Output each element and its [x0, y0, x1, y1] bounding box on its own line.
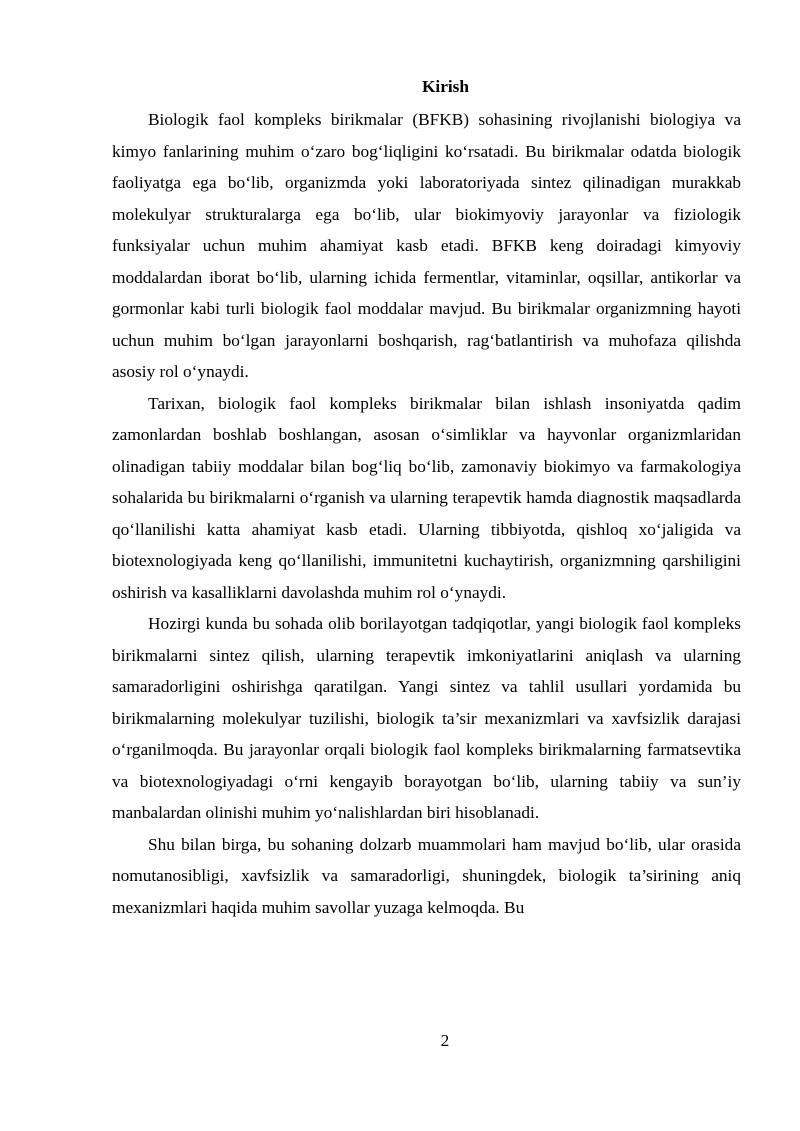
paragraph-2: Tarixan, biologik faol kompleks birikmalar bilan ishlash insoniyatda qadim zamonlardan boshlab boshlangan, asosan o‘simliklar va hayvonlar organizmlaridan olinadigan tabiiy moddalar bilan bog‘liq bo‘lib, zamonaviy biokimyo va farmakologiya sohalarida bu birikmalarni o‘rganish va ularning terapevtik hamda diagnostik maqsadlarda qo‘llanilishi katta ahamiyat kasb etadi. Ularning tibbiyotda, qishloq xo‘jaligida va biotexnologiyada keng qo‘llanilishi, immunitetni kuchaytirish, organizmning qarshiligini oshirish va kasalliklarni davolashda muhim rol o‘ynaydi. — [112, 393, 741, 602]
page-number: 2 — [440, 1031, 450, 1050]
paragraph-4: Shu bilan birga, bu sohaning dolzarb muammolari ham mavjud bo‘lib, ular orasida nomutanosibligi, xavfsizlik va samaradorligi, shuningdek, biologik ta’sirining aniq mexanizmlari haqida muhim savollar yuzaga kelmoqda. Bu — [112, 834, 741, 917]
paragraph-3: Hozirgi kunda bu sohada olib borilayotgan tadqiqotlar, yangi biologik faol kompleks birikmalarni sintez qilish, ularning terapevtik imkoniyatlarini aniqlash va ularning samaradorligini oshirishga qaratilgan. Yangi sintez va tahlil usullari yordamida bu birikmalarning molekulyar tuzilishi, biologik ta’sir mexanizmlari va xavfsizlik darajasi o‘rganilmoqda. Bu jarayonlar orqali biologik faol kompleks birikmalarning farmatsevtika va biotexnologiyadagi o‘rni kengayib borayotgan bo‘lib, ularning tabiiy va sun’iy manbalardan olinishi muhim yo‘nalishlardan biri hisoblanadi. — [112, 614, 741, 822]
page-content — [112, 76, 741, 923]
paragraph-1: Biologik faol kompleks birikmalar (BFKB) sohasining rivojlanishi biologiya va kimyo fanlarining muhim o‘zaro bog‘liqligini ko‘rsatadi. Bu birikmalar odatda biologik faoliyatga ega bo‘lib, organizmda yoki laboratoriyada sintez qilinadigan murakkab molekulyar strukturalarga ega bo‘lib, ular biokimyoviy jarayonlar va fiziologik funksiyalar uchun muhim ahamiyat kasb etadi. BFKB keng doiradagi kimyoviy moddalardan iborat bo‘lib, ularning ichida fermentlar, vitaminlar, oqsillar, antikorlar va gormonlar kabi turli biologik faol moddalar mavjud. Bu birikmalar organizmning hayoti uchun muhim bo‘lgan jarayonlarni boshqarish, rag‘batlantirish va muhofaza qilishda asosiy rol o‘ynaydi. — [112, 110, 741, 381]
section-title: Kirish — [421, 77, 470, 96]
